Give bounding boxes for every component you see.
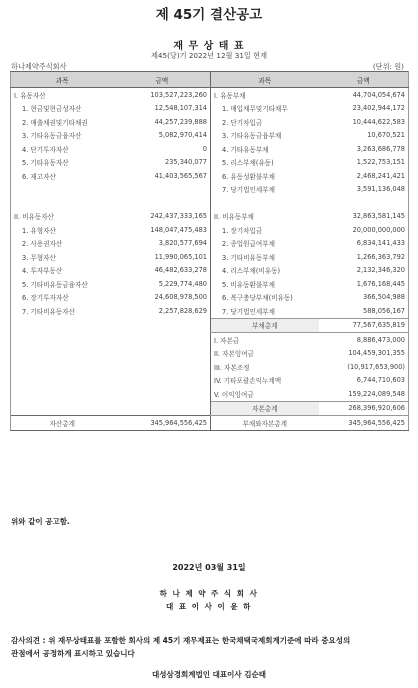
asset-item-label: 3. 기타유동금융자산	[11, 129, 114, 143]
equity-total-amount: 268,396,920,606	[319, 401, 409, 416]
table-row	[11, 264, 409, 278]
asset-item-amount: 235,340,077	[165, 158, 207, 167]
asset-item-label: 6. 재고자산	[11, 169, 114, 183]
liab-equity-total-amount: 345,964,556,425	[319, 416, 409, 431]
asset-item-amount: 41,403,565,567	[154, 171, 207, 180]
equity-item-amount: 159,224,089,548	[319, 387, 409, 401]
equity-item-label: II. 자본잉여금	[211, 347, 319, 361]
asset-item-amount: 5,082,970,414	[158, 131, 207, 140]
empty-cell	[114, 347, 211, 361]
liability-item-label: 4. 기타유동부채	[211, 142, 319, 156]
liability-item-amount: 1,676,168,445	[319, 277, 409, 291]
assets-total-label: 자산총계	[11, 416, 114, 431]
announcement-date: 2022년 03월 31일	[172, 563, 246, 572]
table-row	[11, 88, 409, 102]
table-row	[11, 360, 409, 374]
liability-item-label: 5. 비유동환불부채	[211, 277, 319, 291]
asset-item-amount: 5,229,774,480	[158, 279, 207, 288]
asset-item-amount: 11,990,065,101	[154, 252, 207, 261]
empty-cell	[114, 318, 211, 333]
empty-cell	[114, 360, 211, 374]
equity-item-amount: (10,917,653,900)	[319, 360, 409, 374]
asset-item-amount	[114, 196, 211, 210]
equity-item-label: III. 자본조정	[211, 360, 319, 374]
assets-total-amount: 345,964,556,425	[114, 416, 211, 431]
asset-item-amount: 0	[202, 144, 207, 153]
empty-cell	[114, 333, 211, 347]
liability-item-amount: 10,670,521	[319, 129, 409, 143]
liability-item-label: 7. 당기법인세부채	[211, 304, 319, 318]
equity-item-amount: 8,886,473,000	[319, 333, 409, 347]
liability-item-label: 6. 복구충당부채(비유동)	[211, 291, 319, 305]
asset-item-amount: 12,548,107,314	[154, 104, 207, 113]
asset-item-amount: 44,257,239,888	[154, 117, 207, 126]
liability-item-amount: 32,863,581,145	[319, 210, 409, 224]
table-row	[11, 318, 409, 333]
empty-cell	[114, 401, 211, 416]
table-row	[11, 416, 409, 431]
table-row	[11, 223, 409, 237]
liability-item-label: II. 비유동부채	[211, 210, 319, 224]
table-row	[11, 277, 409, 291]
asset-item-label: 1. 유형자산	[11, 223, 114, 237]
asset-item-label: II. 비유동자산	[11, 210, 114, 224]
liability-item-amount: 3,591,136,048	[319, 183, 409, 197]
table-row	[11, 291, 409, 305]
table-row	[11, 304, 409, 318]
table-row	[11, 196, 409, 210]
liability-item-label: 3. 기타유동금융부채	[211, 129, 319, 143]
audit-opinion	[11, 634, 409, 660]
table-row	[11, 115, 409, 129]
page-title: 제 45기 결산공고	[155, 7, 263, 23]
table-row	[11, 250, 409, 264]
liab-equity-total-label: 부채와자본총계	[211, 416, 319, 431]
table-row	[11, 387, 409, 401]
table-row	[11, 333, 409, 347]
liability-item-amount: 2,468,241,421	[319, 169, 409, 183]
empty-cell	[11, 387, 114, 401]
table-row	[11, 347, 409, 361]
empty-cell	[114, 374, 211, 388]
liability-item-label	[211, 196, 319, 210]
liability-item-label: I. 유동부채	[211, 88, 319, 102]
asset-item-label: 6. 장기투자자산	[11, 291, 114, 305]
liability-item-amount: 6,834,141,433	[319, 237, 409, 251]
asset-item-amount: 3,820,577,694	[158, 239, 207, 248]
empty-cell	[114, 387, 211, 401]
equity-item-label: IV. 기타포괄손익누계액	[211, 374, 319, 388]
liability-item-amount: 23,402,944,172	[319, 102, 409, 116]
asset-item-amount: 148,047,475,483	[150, 225, 207, 234]
table-row	[11, 401, 409, 416]
header-right-amount: 금액	[319, 72, 409, 88]
table-row	[11, 129, 409, 143]
equity-item-label: I. 자본금	[211, 333, 319, 347]
equity-total-label: 자본총계	[211, 401, 319, 416]
asset-item-label: 1. 현금및현금성자산	[11, 102, 114, 116]
table-row	[11, 237, 409, 251]
equity-item-amount: 104,459,301,355	[319, 347, 409, 361]
liability-item-amount: 44,704,054,674	[319, 88, 409, 102]
liability-item-amount	[319, 196, 409, 210]
auditor-signature: 대성삼경회계법인 대표이사 김순태	[152, 670, 266, 679]
header-left-item: 과목	[11, 72, 114, 88]
asset-item-amount: 242,437,333,165	[150, 212, 207, 221]
announcement-note: 위와 같이 공고함.	[11, 517, 70, 526]
asset-item-amount	[114, 183, 211, 197]
liability-item-amount: 1,522,753,151	[319, 156, 409, 170]
liability-item-label: 3. 기타비유동부채	[211, 250, 319, 264]
asset-item-label: I. 유동자산	[11, 88, 114, 102]
balance-sheet-table	[10, 71, 409, 431]
statement-title: 재 무 상 태 표	[173, 41, 245, 52]
liability-item-amount: 20,000,000,000	[319, 223, 409, 237]
asset-item-amount: 46,482,633,278	[154, 266, 207, 275]
asset-item-amount: 2,257,828,629	[158, 307, 207, 315]
liabilities-total-amount: 77,567,635,819	[319, 318, 409, 333]
liability-item-label: 4. 리스부채(비유동)	[211, 264, 319, 278]
audit-opinion-line-1: 감사의견 : 위 재무상태표를 포함한 회사의 제 45기 재무제표는 한국채택국제회계기준에 따라 중요성의	[11, 636, 351, 645]
asset-item-amount: 103,527,223,260	[150, 90, 207, 99]
ceo-name: 대 표 이 사 이 윤 하	[166, 602, 252, 611]
table-row	[11, 169, 409, 183]
reporting-period: 제45(당)기 2022년 12월 31일 현재	[150, 51, 268, 60]
empty-cell	[11, 374, 114, 388]
asset-item-label: 5. 기타비유동금융자산	[11, 277, 114, 291]
empty-cell	[11, 360, 114, 374]
liability-item-label: 1. 매입채무및기타채무	[211, 102, 319, 116]
currency-unit: (단위: 원)	[372, 62, 404, 71]
liability-item-label: 1. 장기차입금	[211, 223, 319, 237]
table-row	[11, 210, 409, 224]
asset-item-label	[11, 183, 114, 197]
asset-item-label: 2. 사용권자산	[11, 237, 114, 251]
table-row	[11, 102, 409, 116]
liability-item-amount: 588,056,167	[319, 304, 409, 318]
liability-item-label: 7. 당기법인세부채	[211, 183, 319, 197]
empty-cell	[11, 347, 114, 361]
asset-item-label: 4. 단기투자자산	[11, 142, 114, 156]
liability-item-label: 5. 리스부채(유동)	[211, 156, 319, 170]
empty-cell	[11, 318, 114, 333]
header-right-item: 과목	[211, 72, 319, 88]
table-row	[11, 142, 409, 156]
liability-item-label: 2. 종업원급여부채	[211, 237, 319, 251]
asset-item-amount: 24,608,978,500	[154, 293, 207, 302]
liability-item-amount: 1,266,363,792	[319, 250, 409, 264]
empty-cell	[11, 333, 114, 347]
liability-item-amount: 10,444,622,583	[319, 115, 409, 129]
asset-item-label: 2. 매출채권및기타채권	[11, 115, 114, 129]
equity-item-label: V. 이익잉여금	[211, 387, 319, 401]
corporation-name: 하 나 제 약 주 식 회 사	[159, 589, 259, 598]
company-name: 하나제약주식회사	[11, 62, 67, 71]
asset-item-label	[11, 196, 114, 210]
asset-item-label: 3. 무형자산	[11, 250, 114, 264]
asset-item-label: 4. 투자부동산	[11, 264, 114, 278]
table-row	[11, 156, 409, 170]
table-row	[11, 183, 409, 197]
asset-item-label: 7. 기타비유동자산	[11, 304, 114, 318]
table-row	[11, 374, 409, 388]
table-header-row	[11, 72, 409, 88]
liability-item-label: 6. 유동성환불부채	[211, 169, 319, 183]
liability-item-label: 2. 단기차입금	[211, 115, 319, 129]
asset-item-label: 5. 기타유동자산	[11, 156, 114, 170]
liability-item-amount: 2,132,346,320	[319, 264, 409, 278]
header-left-amount: 금액	[114, 72, 211, 88]
liability-item-amount: 3,263,686,778	[319, 142, 409, 156]
audit-opinion-line-2: 관점에서 공정하게 표시하고 있습니다	[11, 649, 135, 658]
liabilities-total-label: 부채총계	[211, 318, 319, 333]
equity-item-amount: 6,744,710,603	[319, 374, 409, 388]
liability-item-amount: 366,504,988	[319, 291, 409, 305]
empty-cell	[11, 401, 114, 416]
